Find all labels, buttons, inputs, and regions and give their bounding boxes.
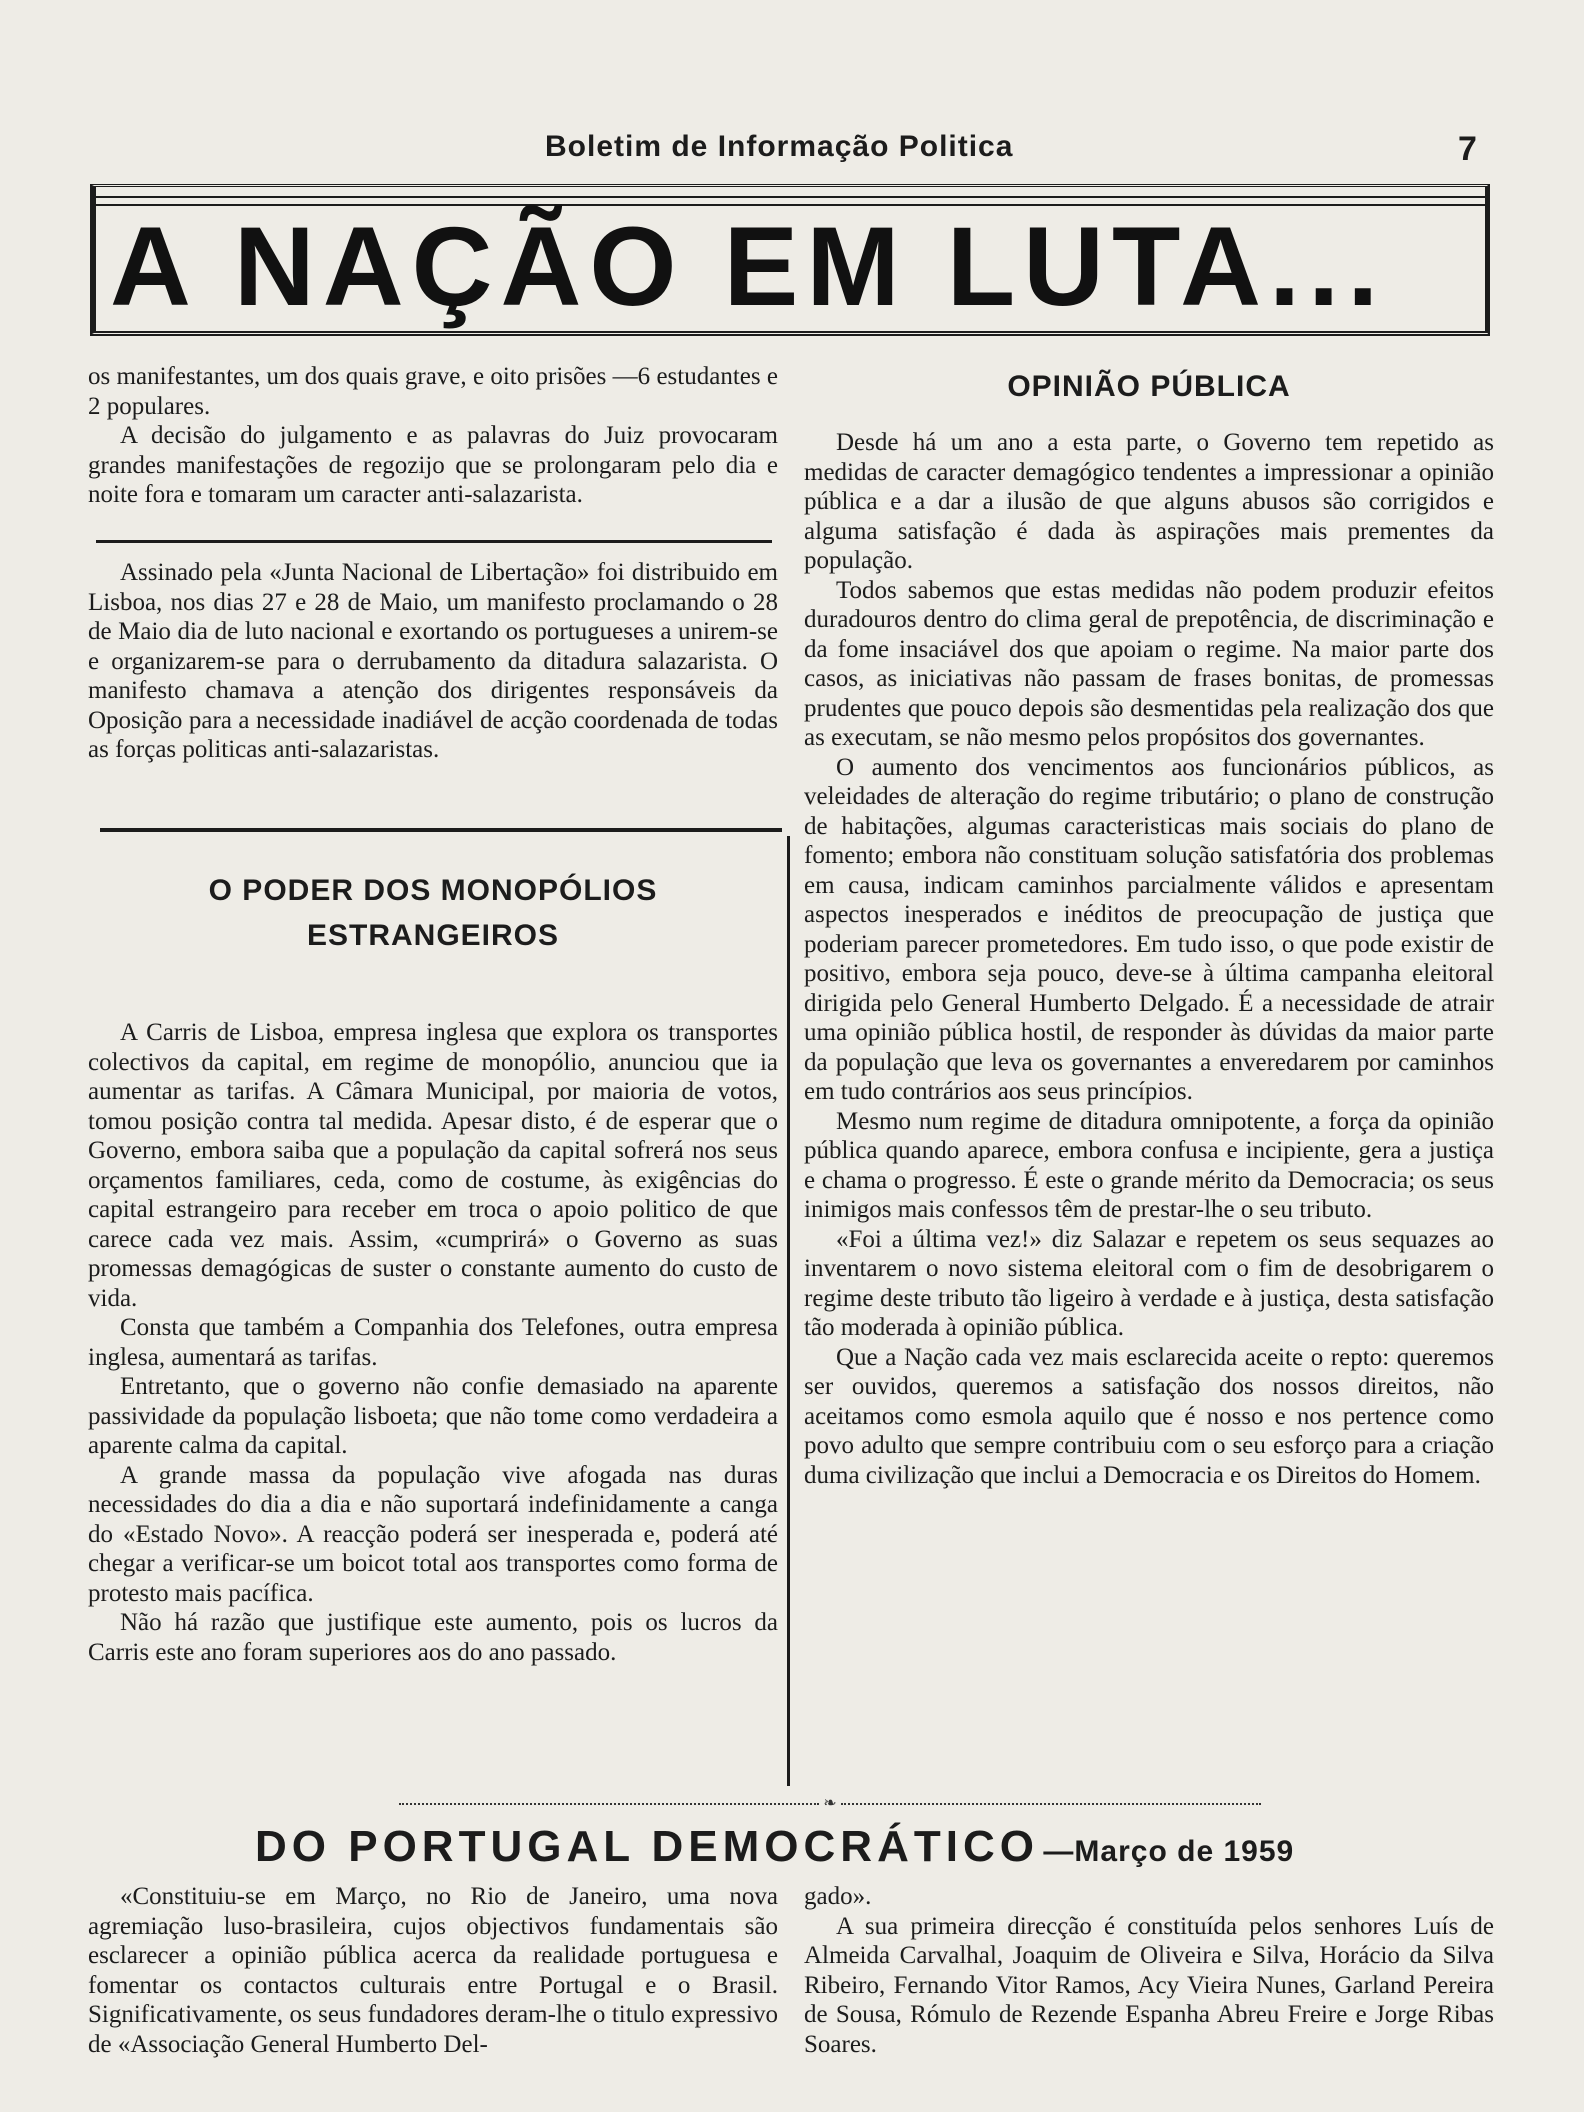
paragraph: Entretanto, que o governo não confie demasiado na aparente passividade da população lisboeta; que não tome como verdadeira a aparente calma da capital. [88, 1373, 778, 1459]
paragraph: A sua primeira direcção é constituída pelos senhores Luís de Almeida Carvalhal, Joaquim de Oliveira e Silva, Horácio da Silva Ribeiro, Fernando Vitor Ramos, Acy Vieira Nunes, Garland Pereira de Sousa, Rómulo de Rezende Espanha Abreu Freire e Jorge Ribas Soares. [804, 1912, 1494, 2058]
footer-left-text [88, 1882, 778, 2059]
page-number: 7 [1458, 130, 1478, 168]
opiniao-article-body [804, 428, 1494, 1490]
paragraph: «Constituiu-se em Março, no Rio de Janeiro, uma nova agremiação luso-brasileira, cujos objectivos fundamentais são esclarecer a opinião pública acerca da realidade portuguesa e fomentar os contactos culturais entre Portugal e o Brasil. Significativamente, os seus fundadores deram-lhe o titulo expressivo de «Associação General Humberto Del- [88, 1883, 778, 2058]
paragraph: A Carris de Lisboa, empresa inglesa que explora os transportes colectivos da capital, em regime de monopólio, anunciou que ia aumentar as tarifas. A Câmara Municipal, por maioria de votos, tomou posição contra tal medida. Apesar disto, é de esperar que o Governo, embora saiba que a população da capital sofrerá nos seus orçamentos familiares, ceda, como de costume, às exigências do capital estrangeiro para receber em troca o apoio politico de que carece cada vez mais. Assim, «cumprirá» o Governo as suas promessas demagógicas de suster o constante aumento do custo de vida. [88, 1019, 778, 1312]
ornament-glyph: ❧ [823, 1795, 837, 1812]
paragraph: Não há razão que justifique este aumento, pois os lucros da Carris este ano foram superiores aos do ano passado. [88, 1609, 778, 1666]
paragraph: Mesmo num regime de ditadura omnipotente, a força da opinião pública quando aparece, embora confusa e incipiente, gera a justiça e chama o progresso. É este o grande mérito da Democracia; os seus inimigos mais confessos têm de prestar-lhe o seu tributo. [804, 1107, 1494, 1223]
paragraph: Consta que também a Companhia dos Telefones, outra empresa inglesa, aumentará as tarifas. [88, 1314, 778, 1371]
article-title-opiniao: OPINIÃO PÚBLICA [1007, 370, 1291, 403]
paragraph: Que a Nação cada vez mais esclarecida aceite o repto: queremos ser ouvidos, queremos a satisfação dos nossos direitos, não aceitamos como esmola aquilo que é nosso e nos pertence como povo adulto que sempre contribuiu com o seu esforço para a criação duma civilização que inclui a Democracia e os Direitos do Homem. [804, 1343, 1494, 1489]
paragraph: Desde há um ano a esta parte, o Governo tem repetido as medidas de caracter demagógico tendentes a impressionar a opinião pública e a dar a ilusão de que alguns abusos são corrigidos e alguma satisfação é dada às aspirações mais prementes da população. [804, 429, 1494, 574]
junta-manifesto-article [88, 558, 778, 765]
paragraph: gado». [804, 1883, 872, 1910]
dotted-rule [841, 1803, 1261, 1806]
paragraph: Assinado pela «Junta Nacional de Libertação» foi distribuido em Lisboa, nos dias 27 e 28 de Maio, um manifesto proclamando o 28 de Maio dia de luto nacional e exortando os portugueses a unirem-se e organizarem-se para o derrubamento da ditadura salazarista. O manifesto chamava a atenção dos dirigentes responsáveis da Oposição para a necessidade inadiável de acção coordenada de todas as forças politicas anti-salazaristas. [88, 559, 778, 763]
column-rule [787, 836, 790, 1786]
publication-title: Boletim de Informação Politica [545, 130, 1014, 163]
paragraph: «Foi a última vez!» diz Salazar e repetem os seus sequazes ao inventarem o novo sistema eleitoral com o fim de desobrigarem o regime deste tributo tão ligeiro à verdade e à justiça, desta satisfação tão moderada à opinião pública. [804, 1225, 1494, 1341]
section-divider [96, 540, 772, 543]
footer-headline-text: DO PORTUGAL DEMOCRÁTICO [255, 1822, 1039, 1871]
paragraph: os manifestantes, um dos quais grave, e oito prisões —6 estudantes e 2 populares. [88, 363, 778, 420]
monopolios-article-body [88, 1018, 778, 1667]
paragraph: A grande massa da população vive afogada nas duras necessidades do dia a dia e não suportará indefinidamente a canga do «Estado Novo». A reacção poderá ser inesperada e, poderá até chegar a verificar-se um boicot total aos transportes como forma de protesto mais pacífica. [88, 1461, 778, 1607]
section-divider [100, 828, 782, 832]
article-title-monopolios [88, 872, 778, 955]
paragraph: Todos sabemos que estas medidas não podem produzir efeitos duradouros dentro do clima geral de prepotência, de discriminação e da fome insaciável dos que apoiam o regime. Na maior parte dos casos, as iniciativas não passam de frases bonitas, de promessas prudentes que pouco depois são desmentidas pela realização dos que as executam, se não mesmo pelos propósitos dos governantes. [804, 576, 1494, 751]
footer-headline [255, 1822, 1455, 1872]
footer-right-text [804, 1882, 1494, 2059]
footer-date: —Março de 1959 [1043, 1835, 1295, 1868]
paragraph: A decisão do julgamento e as palavras do Juiz provocaram grandes manifestações de regozijo que se prolongaram pelo dia e noite fora e tomaram um caracter anti-salazarista. [88, 422, 778, 508]
left-column-top [88, 362, 778, 510]
dotted-rule [399, 1803, 819, 1806]
title-line: O PODER DOS MONOPÓLIOS [208, 874, 658, 907]
ornament-divider [330, 1796, 1330, 1812]
paragraph: O aumento dos vencimentos aos funcionários públicos, as veleidades de alteração do regime tributário; o plano de construção de habitações, algumas caracteristicas mais sociais do plano de fomento; embora não constituam solução satisfatória dos problemas em causa, indicam caminhos parcialmente válidos e apresentam aspectos inesperados e inéditos de preocupação de justiça que poderiam parecer prometedores. Em tudo isso, o que pode existir de positivo, embora seja pouco, deve-se à última campanha eleitoral dirigida pelo General Humberto Delgado. É a necessidade de atrair uma opinião pública hostil, de responder às dúvidas da maior parte da população que leva os governantes a enveredarem por caminhos em tudo contrários aos seus princípios. [804, 753, 1494, 1105]
banner-headline: A NAÇÃO EM LUTA... [110, 204, 1387, 329]
title-line: ESTRANGEIROS [306, 919, 560, 952]
